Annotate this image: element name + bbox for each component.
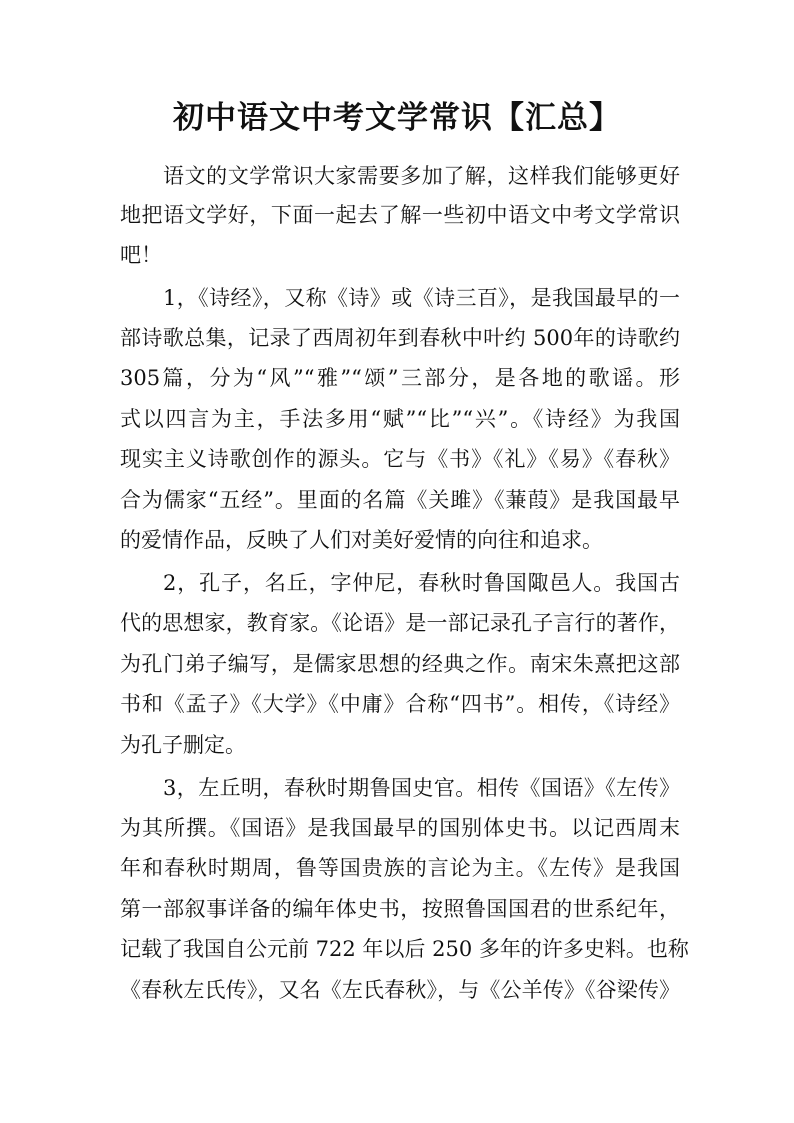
text-line: 部诗歌总集，记录了西周初年到春秋中叶约 500年的诗歌约: [120, 326, 680, 350]
text-line: 现实主义诗歌创作的源头。它与《书》《礼》《易》《春秋》: [120, 447, 680, 471]
text-line: 305篇，分为“风”“雅”“颂”三部分，是各地的歌谣。形: [120, 366, 680, 390]
text-line: 年和春秋时期周，鲁等国贵族的言论为主。《左传》是我国: [120, 856, 680, 880]
text-line: 地把语文学好，下面一起去了解一些初中语文中考文学常识: [120, 203, 680, 227]
document-title: 初中语文中考文学常识【汇总】: [173, 100, 621, 136]
text-line: 2，孔子，名丘，字仲尼，春秋时鲁国陬邑人。我国古: [163, 571, 680, 595]
text-line: 的爱情作品，反映了人们对美好爱情的向往和追求。: [120, 528, 603, 552]
text-line: 1，《诗经》，又称《诗》或《诗三百》，是我国最早的一: [163, 286, 680, 310]
text-line: 为孔门弟子编写，是儒家思想的经典之作。南宋朱熹把这部: [120, 652, 680, 676]
text-line: 合为儒家“五经”。里面的名篇《关雎》《蒹葭》是我国最早: [120, 488, 680, 512]
text-line: 3，左丘明，春秋时期鲁国史官。相传《国语》《左传》: [163, 776, 680, 800]
text-line: 吧！: [120, 243, 162, 267]
text-line: 记载了我国自公元前 722 年以后 250 多年的许多史料。也称: [120, 937, 689, 961]
text-line: 第一部叙事详备的编年体史书，按照鲁国国君的世系纪年，: [120, 897, 680, 921]
text-line: 为孔子删定。: [120, 733, 246, 757]
text-line: 语文的文学常识大家需要多加了解，这样我们能够更好: [163, 164, 680, 188]
text-line: 书和《孟子》《大学》《中庸》合称“四书”。相传，《诗经》: [120, 692, 680, 716]
text-line: 《春秋左氏传》，又名《左氏春秋》，与《公羊传》《谷梁传》: [120, 978, 680, 1002]
text-line: 为其所撰。《国语》是我国最早的国别体史书。以记西周末: [120, 816, 680, 840]
text-line: 代的思想家，教育家。《论语》是一部记录孔子言行的著作，: [120, 611, 680, 635]
text-line: 式以四言为主，手法多用“赋”“比”“兴”。《诗经》为我国: [120, 407, 680, 431]
